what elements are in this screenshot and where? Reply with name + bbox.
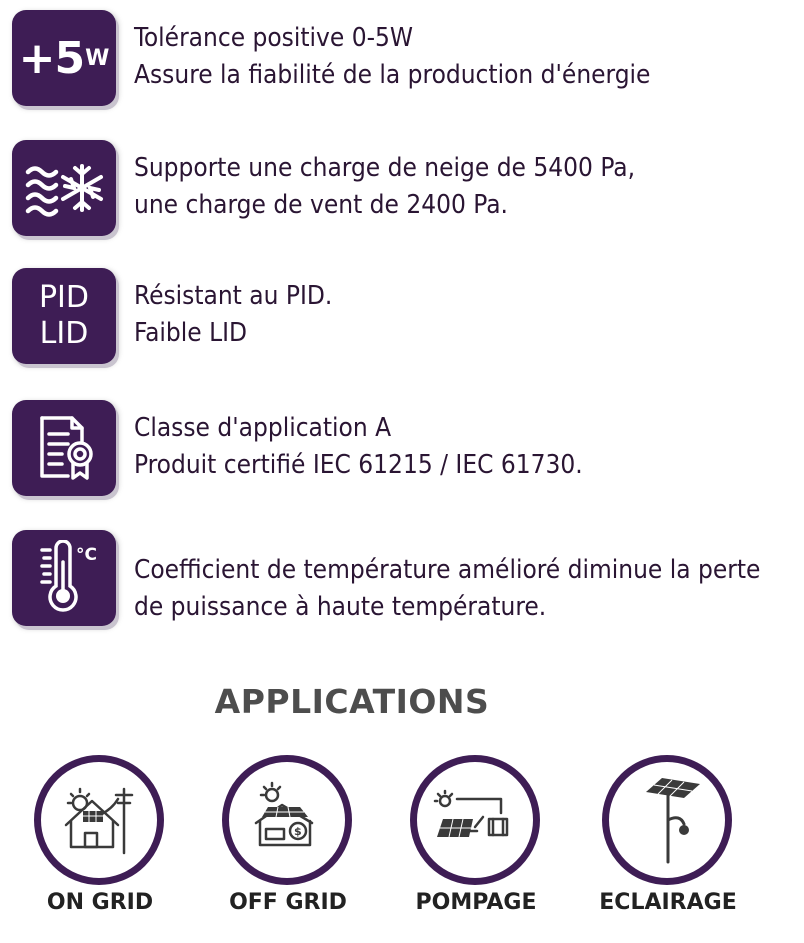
application-on-grid: [30, 755, 170, 925]
feature-line-2: Assure la fiabilité de la production d'énergie: [134, 60, 651, 90]
feature-line-1: Tolérance positive 0-5W: [134, 23, 414, 53]
off-grid-house-icon: [222, 755, 352, 885]
feature-text: [134, 278, 332, 352]
feature-temperature-coefficient: [12, 530, 802, 630]
application-label: ECLAIRAGE: [599, 890, 737, 915]
feature-line-2: Produit certifié IEC 61215 / IEC 61730.: [134, 450, 583, 480]
applications-title: APPLICATIONS: [214, 682, 490, 721]
feature-line-2: une charge de vent de 2400 Pa.: [134, 190, 508, 220]
on-grid-house-icon: [34, 755, 164, 885]
feature-text: [134, 20, 650, 94]
feature-text: [134, 410, 583, 484]
svg-text:$: $: [294, 825, 302, 838]
thermometer-icon: [12, 530, 116, 626]
pid-lid-icon: PID LID: [12, 268, 116, 364]
feature-certification: [12, 400, 802, 500]
feature-text: [134, 150, 635, 224]
solar-pump-icon: [410, 755, 540, 885]
application-label: ON GRID: [46, 890, 154, 915]
feature-line-1: Supporte une charge de neige de 5400 Pa,: [134, 153, 636, 183]
application-label: POMPAGE: [415, 890, 537, 915]
solar-street-light-icon: [602, 755, 732, 885]
plus-5w-icon: +5 W: [12, 10, 116, 106]
svg-text:°C: °C: [76, 545, 97, 565]
application-label: OFF GRID: [229, 890, 347, 915]
feature-line-1: Résistant au PID.: [134, 281, 333, 311]
feature-line-2: de puissance à haute température.: [134, 592, 547, 622]
feature-line-1: Classe d'application A: [134, 413, 392, 443]
certificate-icon: [12, 400, 116, 496]
feature-pid-lid: [12, 268, 802, 368]
feature-line-2: Faible LID: [134, 318, 248, 348]
feature-snow-wind-load: [12, 140, 802, 240]
wind-snow-icon: [12, 140, 116, 236]
application-eclairage: [598, 755, 738, 925]
feature-line-1: Coefficient de température amélioré diminue la perte: [134, 555, 761, 585]
application-off-grid: [218, 755, 358, 925]
feature-text: [134, 552, 760, 626]
feature-positive-tolerance: [12, 10, 802, 110]
application-pompage: [406, 755, 546, 925]
